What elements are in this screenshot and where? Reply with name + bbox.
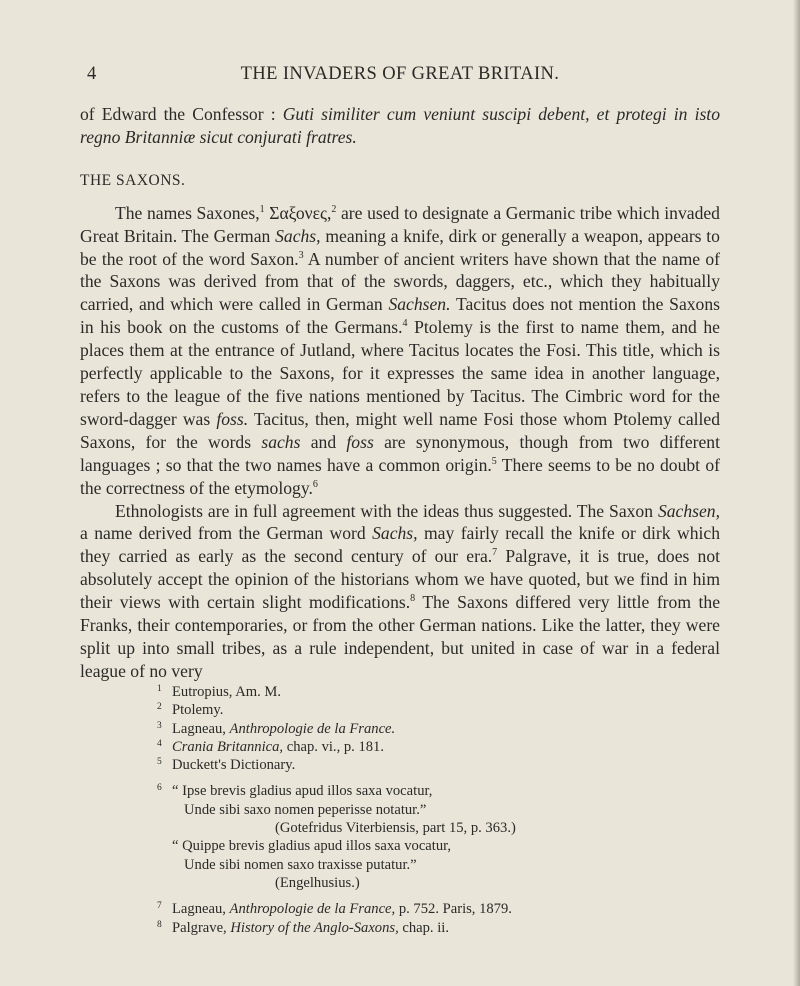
footnote-ref: 1 [259,203,265,215]
footnote-8: 8 Palgrave, History of the Anglo-Saxons, chap. ii. [157,919,449,936]
footnote-ref: 6 [312,478,318,490]
footnote-4: 4 Crania Britannica, chap. vi., p. 181. [157,738,385,755]
page-header [0,64,800,86]
latin-quote: Guti similiter cum veniunt suscipi debent, et protegi in isto regno Britanniæ sicut conjurati fratres. [80,104,720,147]
footnote-6: 6 “ Ipse brevis gladius apud illos saxa vocatur, Unde sibi saxo nomen peperisse notatur.” (Gotefridus Viterbiensis, part 15, p. 363.) “ Quippe brevis gladius apud illos saxa vocatur, Unde sibi nomen saxo traxisse putatur.” (Engelhusius.) [172,782,692,892]
paragraph-ethnologists: Ethnologists are in full agreement with the ideas thus suggested. The Saxon Sachsen, a name derived from the German word Sachs, may fairly recall the knife or dirk which they carried as early as the second century of our era.$^7$ Palgrave, it is true, does not absolutely accept the opinion of the historians whom we have quoted, but we find in him their views with certain slight modifications.$^8$ The Saxons differed very little from the Franks, their contemporaries, or from the other German nations. Like the latter, they were split up into small tribes, as a rule independent, but united in case of war in a federal league of no very [80,500,721,681]
running-title: THE INVADERS OF GREAT BRITAIN. [240,64,560,84]
greek-word: Σαξονες, [264,202,332,223]
footnote-1: 1 Eutropius, Am. M. [157,684,282,700]
footnotes [157,683,692,937]
paragraph-continuation: of Edward the Confessor : Guti similiter cum veniunt suscipi debent, et protegi in isto regno Britanniæ sicut conjurati fratres. [80,104,720,147]
verse-line: “ Quippe brevis gladius apud illos saxa vocatur, [172,838,452,855]
footnote-2: 2 Ptolemy. [157,702,224,719]
section-title: THE SAXONS. [80,171,186,189]
verse-source: (Engelhusius.) [275,874,360,891]
page-edge-shadow [793,0,800,986]
verse-line: Unde sibi saxo nomen peperisse notatur.” [184,801,427,818]
verse-line: “ Ipse brevis gladius apud illos saxa vocatur, [172,783,433,800]
paragraph-saxon-names: The names Saxones,$^1$ Σαξονες,$^2$ are used to designate a Germanic tribe which invaded Great Britain. The German Sachs, meaning a knife, dirk or generally a weapon, appears to be the root of the word Saxon.$^3$ A number of ancient writers have shown that the name of the Saxons was derived from that of the swords, daggers, etc., which they habitually carried, and which were called in German Sachsen. Tacitus does not mention the Saxons in his book on the customs of the Germans.$^4$ Ptolemy is the first to name them, and he places them at the entrance of Jutland, where Tacitus locates the Fosi. This title, which is perfectly applicable to the Saxons, for it expresses the same idea in another language, refers to the league of the five nations mentioned by Tacitus. The Cimbric word for the sword-dagger was foss. Tacitus, then, might well name Fosi those whom Ptolemy called Saxons, for the words sachs and foss are synonymous, though from two different languages ; so that the two names have a common origin.$^5$ There seems to be no doubt of the correctness of the etymology.$^6$ [80,202,721,498]
footnote-ref: 8 [410,593,416,605]
verse-line: Unde sibi nomen saxo traxisse putatur.” [184,856,417,873]
footnote-3: 3 Lagneau, Anthropologie de la France. [157,720,396,737]
footnote-ref: 4 [402,318,408,330]
body-text [80,103,720,683]
footnote-ref: 7 [492,547,498,559]
footnote-5: 5 Duckett's Dictionary. [157,757,296,774]
footnote-7: 7 Lagneau, Anthropologie de la France, p. 752. Paris, 1879. [157,901,512,918]
page-number: 4 [87,64,97,84]
footnote-ref: 5 [491,455,497,467]
verse-source: (Gotefridus Viterbiensis, part 15, p. 363.) [275,820,516,837]
footnote-ref: 3 [298,249,304,261]
footnote-ref: 2 [331,203,337,215]
